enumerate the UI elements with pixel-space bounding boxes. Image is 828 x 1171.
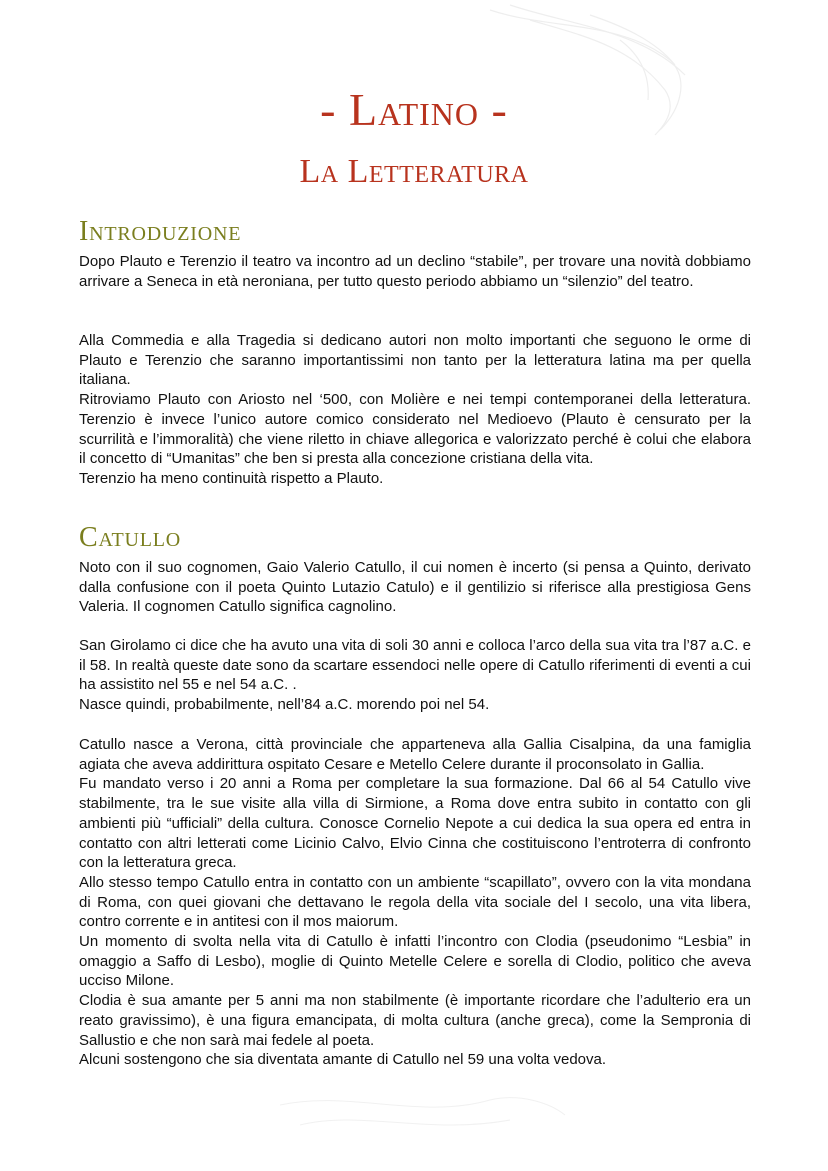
paragraph: Alcuni sostengono che sia diventata amante di Catullo nel 59 una volta vedova. (79, 1051, 607, 1069)
section-heading-catullo: Catullo (79, 522, 182, 553)
paragraph: Catullo nasce a Verona, città provinciale che apparteneva alla Gallia Cisalpina, da una famiglia agiata che aveva addirittura ospitato Cesare e Metello Celere durante il proconsolato in Gallia. (79, 736, 751, 773)
paragraph: Un momento di svolta nella vita di Catullo è infatti l’incontro con Clodia (pseudonimo “Lesbia” in omaggio a Saffo di Lesbo), moglie di Quinto Metelle Celere e sorella di Clodio, politico che aveva ucciso Milone. (79, 933, 751, 990)
catullo-block-2 (79, 636, 751, 715)
intro-block-2 (79, 331, 751, 489)
paragraph: Allo stesso tempo Catullo entra in contatto con un ambiente “scapillato”, ovvero con la vita mondana di Roma, con quei giovani che dettavano le regola della vita sociale del I secolo, una vita libera, contro corrente e in antitesi con il mos maiorum. (79, 873, 751, 931)
paragraph: Ritroviamo Plauto con Ariosto nel ‘500, con Molière e nei tempi contemporanei della letteratura. Terenzio è invece l’unico autore comico considerato nel Medioevo (Plauto è censurato per la scurrilità e l’immoralità) che viene riletto in chiave allegorica e valorizzato perché è colui che elabora il concetto di “Umanitas” che ben si presta alla concezione cristiana della vita. (79, 391, 751, 468)
paragraph: San Girolamo ci dice che ha avuto una vita di soli 30 anni e colloca l’arco della sua vita tra l’87 a.C. e il 58. In realtà queste date sono da scartare essendoci nelle opere di Catullo riferimenti di eventi a cui ha assistito nel 55 e nel 54 a.C. . (79, 637, 751, 694)
page-subtitle: La Letteratura (299, 153, 529, 190)
section-heading-introduzione: Introduzione (79, 216, 242, 247)
paragraph: Noto con il suo cognomen, Gaio Valerio Catullo, il cui nomen è incerto (si pensa a Quinto, derivato dalla confusione con il poeta Quinto Lutazio Catulo) e il gentilizio si riferisce alla prestigiosa Gens Valeria. Il cognomen Catullo significa cagnolino. (79, 559, 751, 616)
page-title: - Latino - (320, 84, 508, 135)
paragraph: Fu mandato verso i 20 anni a Roma per completare la sua formazione. Dal 66 al 54 Catullo vive stabilmente, tra le sue visite alla villa di Sirmione, a Roma dove entra subito in contatto con gli ambienti più “ufficiali” della cultura. Conosce Cornelio Nepote a cui dedica la sua opera ed entra in contatto con altri letterati come Licinio Calvo, Elvio Cinna che costituiscono l’entroterra di confronto con la letteratura greca. (79, 775, 751, 872)
paragraph: Nasce quindi, probabilmente, nell’84 a.C. morendo poi nel 54. (79, 696, 490, 714)
paragraph: Terenzio ha meno continuità rispetto a Plauto. (79, 469, 384, 487)
catullo-block-3 (79, 735, 751, 1070)
paragraph: Alla Commedia e alla Tragedia si dedicano autori non molto importanti che seguono le orme di Plauto e Terenzio che saranno importantissimi non tanto per la letteratura latina ma per quella italiana. (79, 332, 751, 389)
intro-block-1 (79, 252, 751, 291)
paragraph: Dopo Plauto e Terenzio il teatro va incontro ad un declino “stabile”, per trovare una novità dobbiamo arrivare a Seneca in età neroniana, per tutto questo periodo abbiamo un “silenzio” del teatro. (79, 253, 751, 290)
paragraph: Clodia è sua amante per 5 anni ma non stabilmente (è importante ricordare che l’adulterio era un reato gravissimo), è una figura emancipata, di molta cultura (anche greca), come la Sempronia di Sallustio e che non sarà mai fedele al poeta. (79, 992, 751, 1049)
decorative-swirl-watermark-bottom (270, 1085, 570, 1145)
catullo-block-1 (79, 558, 751, 617)
